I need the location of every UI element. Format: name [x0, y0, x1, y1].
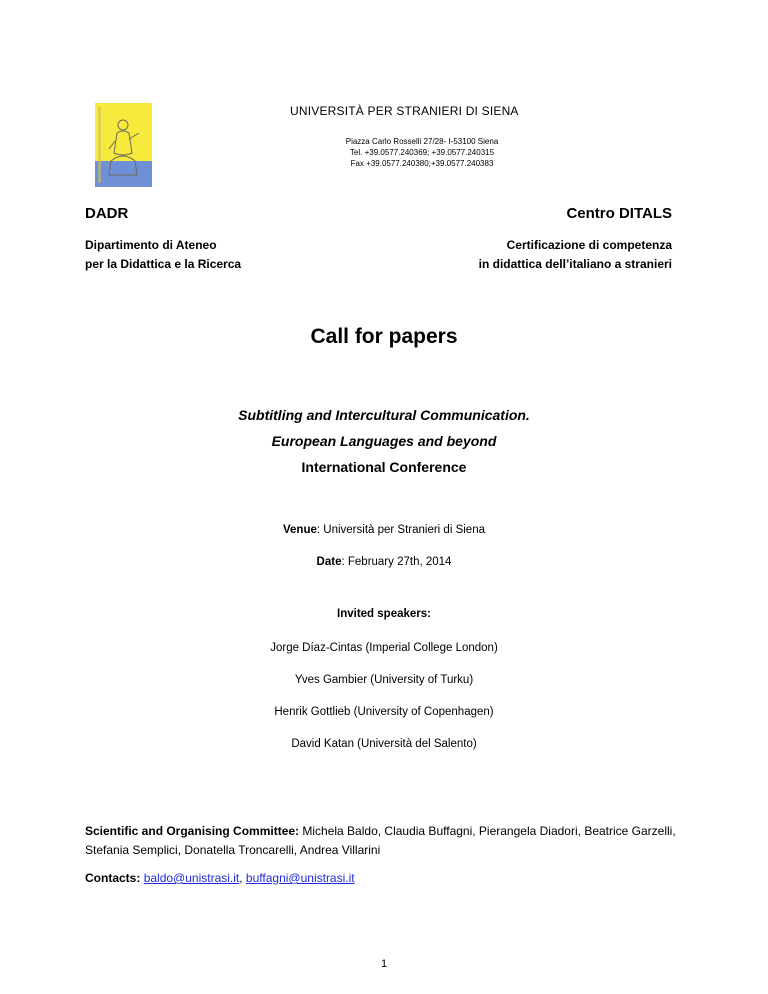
date-label: Date	[316, 556, 342, 568]
dept-line-1: Dipartimento di Ateneo	[85, 238, 217, 252]
speaker-item: Henrik Gottlieb (University of Copenhagen)	[274, 706, 494, 718]
telephone-line: Tel. +39.0577.240369; +39.0577.240315	[349, 148, 495, 157]
speaker-item: Jorge Díaz-Cintas (Imperial College London)	[270, 642, 498, 654]
conference-type: International Conference	[301, 459, 467, 475]
speaker-item: Yves Gambier (University of Turku)	[294, 674, 474, 686]
email-separator: ,	[239, 871, 246, 885]
university-seal-icon	[95, 103, 152, 187]
university-logo	[95, 103, 152, 187]
dept-acronym: DADR	[85, 205, 129, 222]
committee-label: Scientific and Organising Committee:	[85, 824, 300, 838]
conference-title-line-1: Subtitling and Intercultural Communication.	[238, 407, 530, 423]
venue-value: : Università per Stranieri di Siena	[316, 524, 485, 536]
contacts-line	[85, 871, 355, 885]
speakers-heading: Invited speakers:	[337, 608, 431, 620]
committee-paragraph	[85, 822, 685, 860]
centre-line-2: in didattica dell’italiano a stranieri	[478, 257, 672, 271]
university-address	[292, 136, 552, 169]
dept-line-2: per la Didattica e la Ricerca	[85, 257, 242, 271]
email-link-baldo[interactable]: baldo@unistrasi.it	[143, 871, 240, 885]
conference-title-line-2: European Languages and beyond	[271, 433, 497, 449]
address-line: Piazza Carlo Rosselli 27/28- I-53100 Siena	[345, 137, 499, 146]
centre-line-1: Certificazione di competenza	[506, 238, 672, 252]
venue-label: Venue	[283, 524, 317, 536]
committee-members: Michela Baldo, Claudia Buffagni, Pierangela Diadori, Beatrice Garzelli, Stefania Semplici, Donatella Troncarelli, Andrea Villarini	[85, 824, 676, 857]
page-title: Call for papers	[310, 325, 458, 348]
university-name: UNIVERSITÀ PER STRANIERI DI SIENA	[290, 104, 519, 118]
date-value: : February 27th, 2014	[341, 556, 452, 568]
page-number: 1	[380, 958, 388, 970]
venue-line	[0, 524, 768, 536]
contacts-label: Contacts:	[85, 871, 141, 885]
speaker-item: David Katan (Università del Salento)	[291, 738, 477, 750]
fax-line: Fax +39.0577.240380;+39.0577.240383	[350, 159, 494, 168]
centre-description	[479, 236, 672, 274]
date-line	[0, 556, 768, 568]
centre-name: Centro DITALS	[566, 205, 672, 222]
dept-full-name	[85, 236, 241, 274]
email-link-buffagni[interactable]: buffagni@unistrasi.it	[245, 871, 355, 885]
